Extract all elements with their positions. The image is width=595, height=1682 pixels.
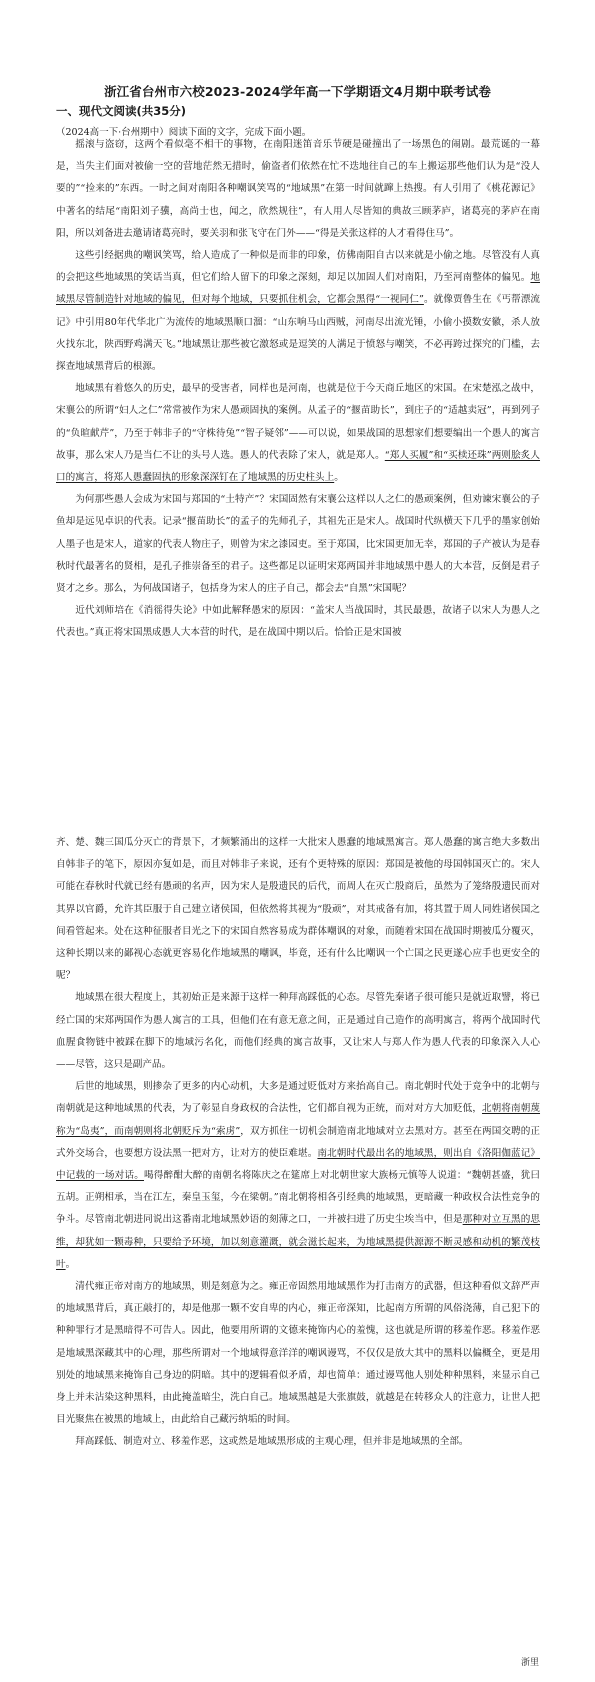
paragraph-text: 地域黑有着悠久的历史，最早的受害者，同样也是河南，也就是位于今天商丘地区的宋国。在宋楚泓之战中，宋襄公的所谓“妇人之仁”常常被作为宋人愚顽固执的案例。从孟子的“揠苗助长”，到庄子的“适越卖冠”，再到列子的“负暄献芹”，乃至于韩非子的“守株待兔”“智子疑邻”——可以说，如果战国的思想家们想要编出一个愚人的寓言故事，那么宋人乃是当仁不让的头号人选。愚人的代表除了宋人，就是郑人。: [56, 383, 540, 461]
page-footer: 浙里: [520, 1658, 539, 1668]
paragraph-text: 地域黑在很大程度上，其初始正是来源于这样一种拜高踩低的心态。尽管先秦诸子很可能只是就近取譬，将已经亡国的宋郑两国作为愚人寓言的工具，但他们在有意无意之间，正是通过自己造作的高明寓言，将两个战国时代血腥食物链中被踩在脚下的地域污名化，而他们经典的寓言故事，又让宋人与郑人作为愚人代表的印象深入人心——尽管，这只是副产品。: [56, 992, 540, 1071]
page-title: 浙江省台州市六校2023-2024学年高一下学期语文4月期中联考试卷: [104, 84, 491, 99]
underlined-sentence: 北朝将南朝蔑称为“岛夷”，而南朝则将北朝贬斥为“索虏”: [56, 1103, 541, 1137]
paragraph-text: 后世的地域黑，则掺杂了更多的内心动机，大多是通过贬低对方来抬高自己。南北朝时代处于竞争中的北朝与南朝就是这种地域黑的代表，为了彰显自身政权的合法性，它们都自视为正统，而对对方大加贬低，: [56, 1081, 540, 1115]
underlined-sentence: “郑人买履”和“买椟还珠”两则脍炙人口的寓言，将郑人愚蠢固执的形象深深钉在了地域黑的历史柱头上: [56, 449, 541, 484]
passage-paragraph: [56, 378, 540, 489]
paragraph-text: 为何那些愚人会成为宋国与郑国的“土特产”？宋国固然有宋襄公这样以人之仁的愚顽案例，但劝谏宋襄公的子鱼却是远见卓识的代表。记录“揠苗助长”的孟子的先师孔子，其祖先正是宋人。战国时代纵横天下几乎的墨家创始人墨子也是宋人，道家的代表人物庄子，则曾为宋之漆园吏。至于郑国，比宋国更加无幸，郑国的子产被认为是春秋时代最著名的贤相，是孔子推崇备至的君子。这些都足以证明宋郑两国并非地域黑中愚人的大本营，反倒是君子贤才之乡。那么，为何战国诸子，包括身为宋人的庄子自己，都会去“自黑”宋国呢？: [56, 494, 540, 595]
section-heading: 一、现代文阅读(共35分): [56, 104, 187, 118]
paragraph-text: 喝得醉酣大醉的南朝名将陈庆之在筵席上对北朝世家大族杨元慎等人说道：“魏朝甚盛，犹曰五胡。正朔相承，当在江左，秦皇玉玺，今在梁朝。”南北朝将相各引经典的地域黑，更暗藏一种政权合法性竞争的争斗。尽管南北朝进同说出这番南北地域黑妙语的刻薄之口，一并被扫进了历史尘埃当中，但是: [56, 1170, 541, 1226]
paragraph-text: 近代刘师培在《消徭得失论》中如此解释愚宋的原因：“盖宋人当战国时，其民最愚，故诸子以宋人为愚人之代表也。”真正将宋国黑成愚人大本营的时代，是在战国中期以后。恰恰正是宋国被: [56, 605, 540, 639]
paragraph-text: 清代雍正帝对南方的地域黑，则是刻意为之。雍正帝固然用地域黑作为打击南方的武器，但这种看似文辞严声的地域黑背后，真正敲打的，却是他那一颗不安自卑的内心，雍正帝深知，比起南方所谓的风俗浇薄，自己犯下的种种罪行才是黑暗得不可告人。因此，他要用所谓的文德来掩饰内心的羞愧，这也就是所谓的移羞作恶。移羞作恶是地域黑深藏其中的心理，那些所谓对一个地域得意洋洋的嘲讽谩骂，不仅仅是放大其中的黑料以偏概全，更是用别处的地域黑来掩饰自己身边的阴暗。其中的逻辑看似矛盾，却也简单：通过谩骂他人别处种种黑料，来显示自己身上并未沾染这种黑料，由此掩盖暗尘，洗白自己。地域黑越是大张旗鼓，就越是在转移众人的注意力，让世人把目光聚焦在被黑的地域上，由此给自己藏污纳垢的时间。: [56, 1281, 540, 1426]
paragraph-text: ，双方抓住一切机会制造南北地域对立去黑对方。甚至在两国交聘的正式外交场合，也要想方设法黑一把对方，让对方的使臣难堪。: [56, 1125, 540, 1159]
underlined-sentence: 南北朝时代最出名的地域黑，则出自《洛阳伽蓝记》中记载的一场对话。: [56, 1147, 541, 1182]
passage-paragraph: [56, 1276, 540, 1431]
passage-paragraph: [56, 600, 540, 644]
passage-paragraph: [56, 1431, 540, 1453]
passage-paragraph: [56, 1076, 540, 1276]
paragraph-text: 拜高踩低、制造对立、移羞作恶，这或然是地域黑形成的主观心理，但并非是地域黑的全部。: [75, 1436, 469, 1448]
passage-paragraph: [56, 134, 540, 245]
passage-paragraph: [56, 832, 540, 987]
underlined-sentence: 地域黑尽管制造针对地域的偏见，但对每个地域，只要抓住机会，它都会黑得“一视同仁”: [56, 272, 540, 306]
paragraph-text: 。: [65, 1258, 76, 1270]
underlined-sentence: 那种对立互黑的思维，却犹如一颗毒种，只要给予环境，加以刻意灌溉，就会滋长起来，为地域黑提供源源不断灵感和动机的繁茂枝叶: [56, 1214, 541, 1270]
passage-paragraph: [56, 987, 540, 1076]
passage-paragraph: [56, 245, 540, 378]
paragraph-text: 。就像贾鲁生在《丐帮漂流记》中引用80年代华北广为流传的地域黑顺口溜：“山东响马山西贼，河南尽出流光锤，小偷小摸数安徽，杀人放火找东北，陕西野鸡满天飞。”地域黑让那些被它激怒或是逗笑的人满足于愤怒与嘲笑，不必再跨过探究的门槛，去探查地域黑背后的根源。: [56, 294, 540, 373]
paragraph-text: 。: [334, 472, 344, 484]
passage-block-1: [56, 134, 540, 645]
paragraph-text: 这些引经据典的嘲讽笑骂，给人造成了一种似是而非的印象，仿佛南阳自古以来就是小偷之地。尽管没有人真的会把这些地域黑的笑话当真，但它们给人留下的印象之深刻，却足以加固人们对南阳，乃至河南整体的偏见。: [56, 250, 540, 284]
paragraph-text: 齐、楚、魏三国瓜分灭亡的背景下，才频繁涌出的这样一大批宋人愚蠢的地域黑寓言。郑人愚蠢的寓言绝大多数出自韩非子的笔下，原因亦复如是，而且对韩非子来说，还有个更特殊的原因：郑国是被他的母国韩国灭亡的。宋人可能在春秋时代就已经有愚顽的名声，因为宋人是殷遗民的后代，而周人在灭亡殷商后，虽然为了笼络殷遗民而对其界以官爵，允许其臣服于自己建立诸侯国，但依然将其视为“殷顽”，对其戒备有加，将其置于周人同姓诸侯国之间看管起来。处在这种征服者目光之下的宋国自然容易成为群体嘲讽的对象，而随着宋国在战国时期被瓜分覆灭，这种长期以来的鄙视心态就更容易化作地域黑的嘲讽，毕竟，还有什么比嘲讽一个亡国之民更遂心应手也更安全的呢？: [56, 837, 540, 982]
paragraph-text: 摇滚与盗窃，这两个看似毫不相干的事物，在南阳迷笛音乐节硬是碰撞出了一场黑色的闹剧。最荒诞的一幕是，当失主们面对被偷一空的营地茫然无措时，偷盗者们依然在忙不迭地往自己的车上搬运那些他们认为是“没人要的”“捡来的”东西。一时之间对南阳各种嘲讽笑骂的“地域黑”在第一时间就蹿上热搜。有人引用了《桃花源记》中著名的结尾“南阳刘子骥，高尚士也，闻之，欣然规往”，有人用人尽皆知的典故三顾茅庐，诸葛亮的茅庐在南阳，所以刘备进去邀请诸葛亮时，要关羽和张飞守在门外——“得是关张这样的人才看得住马”。: [56, 139, 540, 239]
passage-paragraph: [56, 489, 540, 600]
passage-block-2: [56, 832, 540, 1454]
question-intro: （2024高一下·台州期中）阅读下面的文字，完成下面小题。: [56, 127, 312, 138]
